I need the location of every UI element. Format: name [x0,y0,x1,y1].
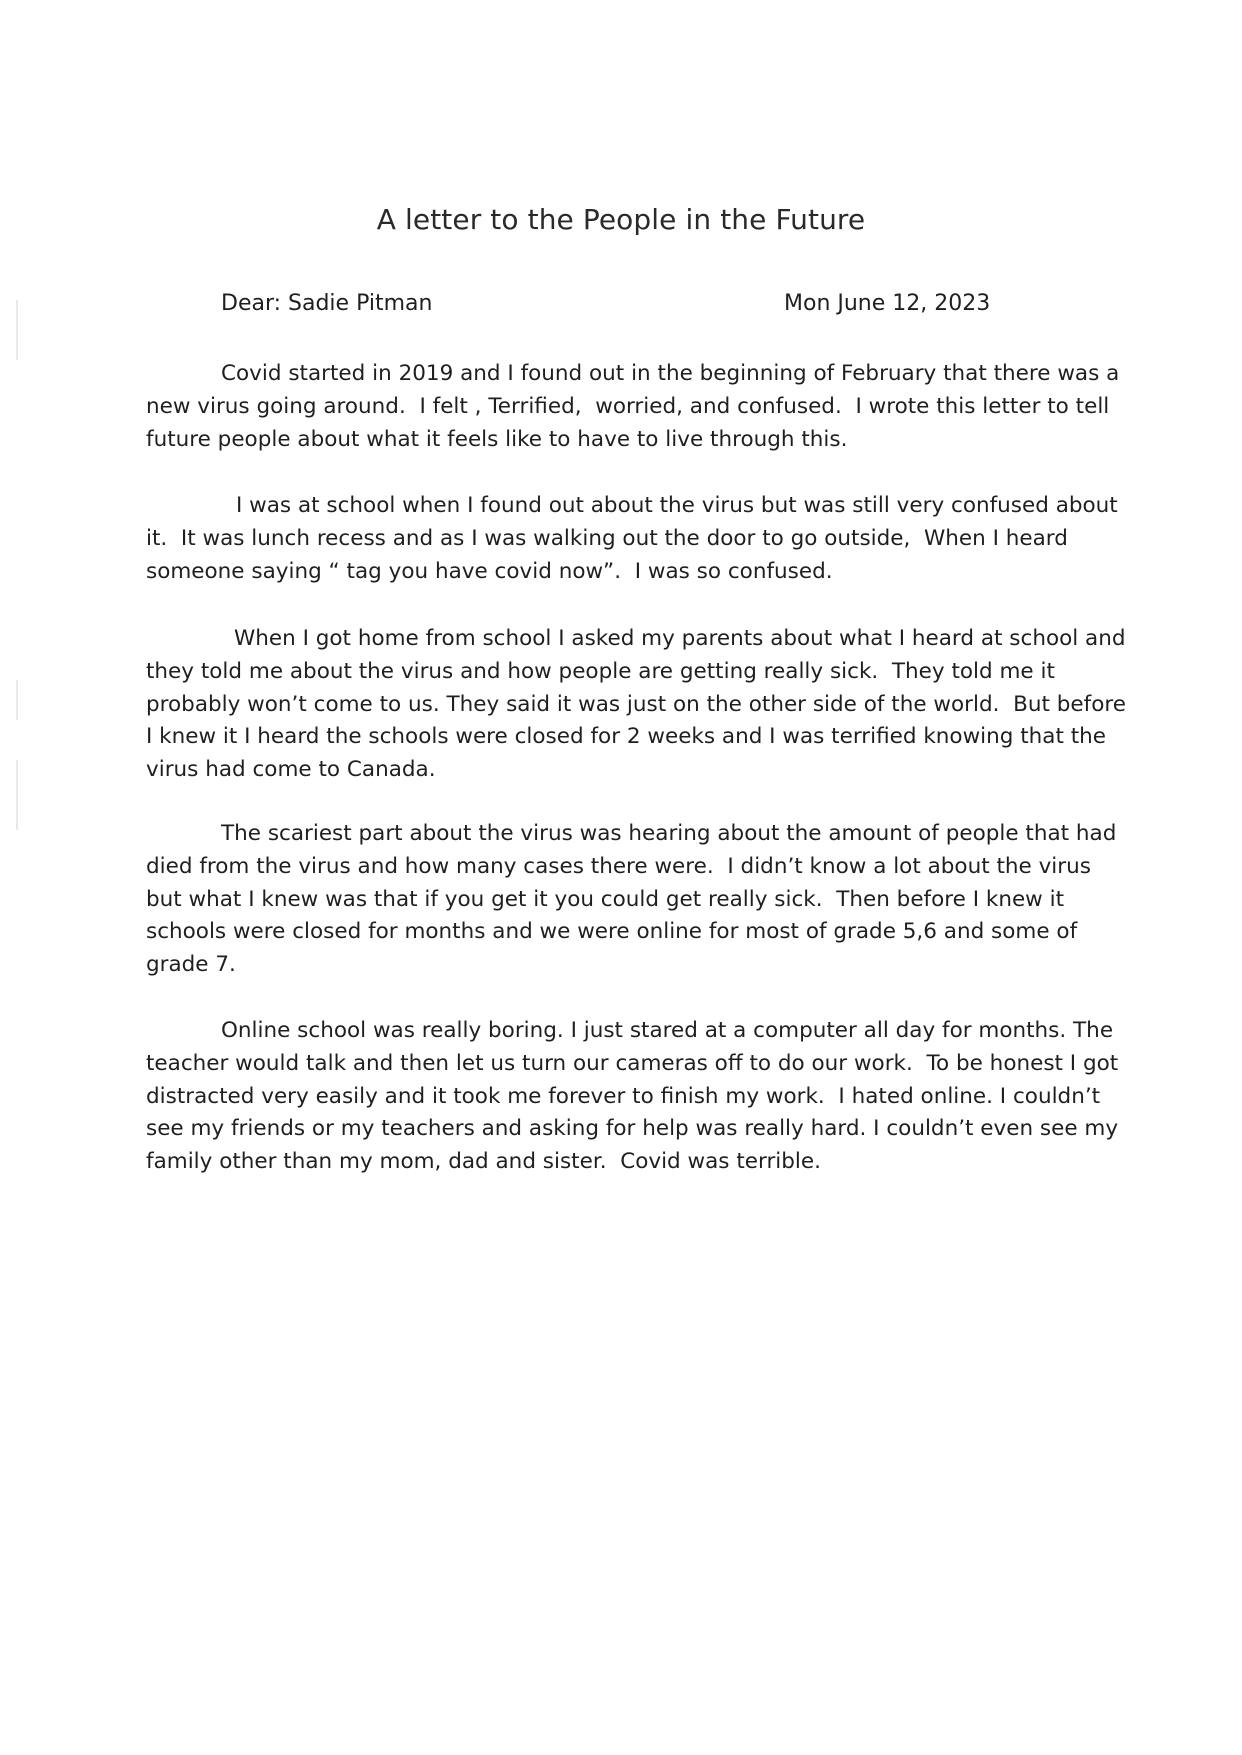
letter-salutation: Dear: Sadie Pitman [221,291,433,316]
scan-artifact [16,300,18,360]
paragraph-text: When I got home from school I asked my parents about what I heard at school and they told me about the virus and how people are getting really sick. They told me it probably won’t come to us. They said it was just on the other side of the world. But before I knew it I heard the schools were closed for 2 weeks and I was terrified knowing that the virus had come to Canada. [146,626,1133,783]
paragraph-text: The scariest part about the virus was hearing about the amount of people that had died from the virus and how many cases there were. I didn’t know a lot about the virus but what I knew was that if you get it you could get really sick. Then before I knew it schools were closed for months and we were online for most of grade 5,6 and some of grade 7. [146,821,1124,978]
paragraph-4 [146,818,1131,982]
scan-artifact [16,680,18,720]
letter-date: Mon June 12, 2023 [784,291,991,316]
paragraph-text: Covid started in 2019 and I found out in the beginning of February that there was a new virus going around. I felt , Terrified, worried, and confused. I wrote this letter to tell future people about what it feels like to have to live through this. [146,361,1127,452]
paragraph-3 [146,623,1131,787]
paragraph-2 [146,490,1131,588]
scan-artifact [16,760,18,830]
paragraph-text: Online school was really boring. I just stared at a computer all day for months. The teacher would talk and then let us turn our cameras off to do our work. To be honest I got distracted very easily and it took me forever to finish my work. I hated online. I couldn’t see my friends or my teachers and asking for help was really hard. I couldn’t even see my family other than my mom, dad and sister. Covid was terrible. [146,1018,1126,1175]
paragraph-text: I was at school when I found out about the virus but was still very confused about it. It was lunch recess and as I was walking out the door to go outside, When I heard someone saying “ tag you have covid now”. I was so confused. [146,493,1125,584]
paragraph-5 [146,1015,1131,1179]
letter-title: A letter to the People in the Future [376,203,866,236]
paragraph-1 [146,358,1131,456]
